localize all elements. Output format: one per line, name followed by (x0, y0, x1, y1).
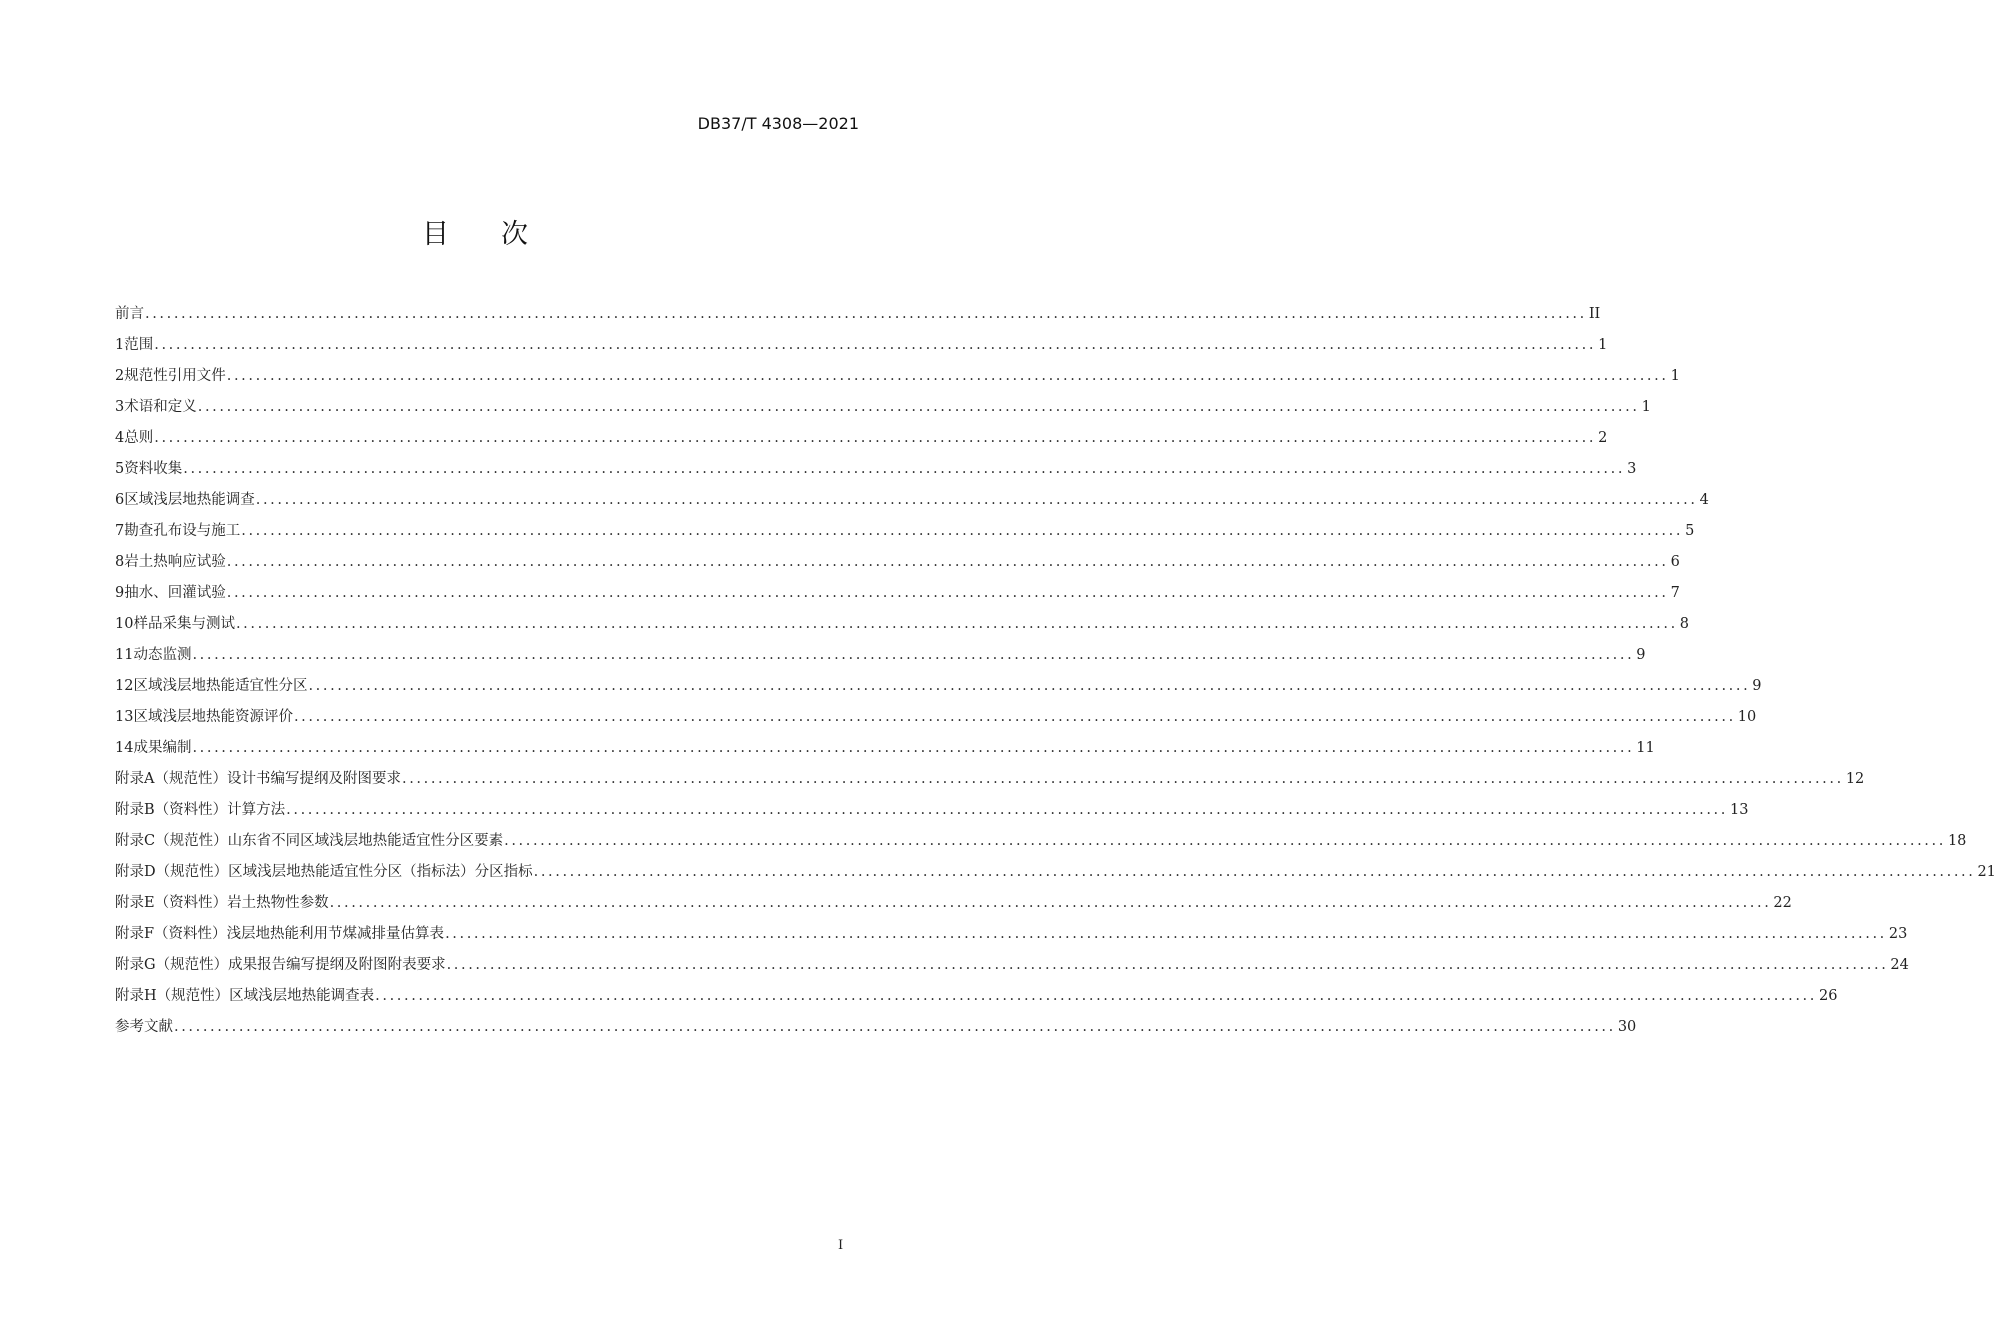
toc-entry[interactable] (115, 1015, 1637, 1046)
toc-entry-page: 7 (1670, 585, 1680, 601)
toc-entry[interactable] (115, 953, 1909, 984)
toc-entry[interactable] (115, 860, 1996, 891)
toc-entry-page: 8 (1679, 616, 1690, 632)
dot-leader: ........................................................................................................................................................................................................ (533, 864, 1976, 880)
toc-appendix-label: 附录B（资料性） (115, 802, 228, 818)
toc-appendix-label: 附录C（规范性） (115, 833, 228, 849)
dot-leader: ........................................................................................................................................................................................................ (192, 740, 1635, 756)
toc-entry-title: 样品采集与测试 (133, 616, 235, 632)
toc-entry[interactable] (115, 922, 1908, 953)
toc-appendix-label: 附录F（资料性） (115, 926, 227, 942)
toc-entry[interactable] (115, 891, 1792, 922)
dot-leader: ........................................................................................................................................................................................................ (183, 461, 1626, 477)
toc-entry-title: 资料收集 (124, 461, 183, 477)
toc-entry[interactable] (115, 426, 1608, 457)
toc-entry-number: 14 (115, 740, 134, 756)
toc-entry-title: 动态监测 (133, 647, 192, 663)
toc-entry-title: 成果编制 (133, 740, 192, 756)
title-char: 目 (422, 219, 449, 250)
toc-entry-number: 10 (115, 616, 134, 632)
toc-entry[interactable] (115, 488, 1709, 519)
dot-leader: ........................................................................................................................................................................................................ (145, 306, 1587, 322)
toc-entry[interactable] (115, 333, 1608, 364)
toc-entry-title: 成果报告编写提纲及附图附表要求 (228, 957, 446, 973)
toc-entry-title: 区域浅层地热能资源评价 (133, 709, 293, 725)
toc-entry-page: 22 (1773, 895, 1792, 911)
page-number: I (838, 1238, 844, 1253)
toc-entry-page: 3 (1627, 461, 1637, 477)
toc-entry-page: 4 (1699, 492, 1709, 508)
toc-entry[interactable] (115, 829, 1967, 860)
toc-entry-number: 12 (115, 678, 134, 694)
toc-entry-page: 1 (1641, 399, 1651, 415)
toc-entry-title: 总则 (124, 430, 154, 446)
dot-leader: ........................................................................................................................................................................................................ (154, 430, 1597, 446)
dot-leader: ........................................................................................................................................................................................................ (154, 337, 1597, 353)
toc-entry-number: 2 (115, 368, 125, 384)
toc-entry-number: 9 (115, 585, 125, 601)
toc-entry-number: 7 (115, 523, 125, 539)
toc-entry-page: 23 (1888, 926, 1908, 942)
dot-leader: ........................................................................................................................................................................................................ (293, 709, 1736, 725)
toc-entry[interactable] (115, 364, 1680, 395)
dot-leader: ........................................................................................................................................................................................................ (197, 399, 1640, 415)
dot-leader: ........................................................................................................................................................................................................ (174, 1019, 1616, 1035)
toc-entry-title: 岩土热物性参数 (227, 895, 329, 911)
dot-leader: ........................................................................................................................................................................................................ (241, 523, 1684, 539)
toc-entry-title: 术语和定义 (124, 399, 197, 415)
toc-entry-page: 1 (1598, 337, 1608, 353)
toc-appendix-label: 附录H（规范性） (115, 988, 230, 1004)
toc-appendix-label: 附录A（规范性） (115, 771, 227, 787)
toc-entry-page: 6 (1670, 554, 1680, 570)
dot-leader: ........................................................................................................................................................................................................ (329, 895, 1772, 911)
toc-entry[interactable] (115, 457, 1637, 488)
toc-appendix-label: 附录E（资料性） (115, 895, 228, 911)
toc-appendix-label: 附录D（规范性） (115, 864, 229, 880)
toc-entry[interactable] (115, 302, 1601, 333)
toc-entry-page: 5 (1685, 523, 1695, 539)
toc-entry-title: 计算方法 (227, 802, 286, 818)
toc-entry[interactable] (115, 581, 1680, 612)
toc-entry-page: 11 (1636, 740, 1655, 756)
toc-entry-number: 11 (115, 647, 134, 663)
toc-entry-title: 山东省不同区域浅层地热能适宜性分区要素 (227, 833, 504, 849)
dot-leader: ........................................................................................................................................................................................................ (401, 771, 1844, 787)
table-of-contents (115, 302, 1996, 1046)
toc-entry[interactable] (115, 550, 1680, 581)
toc-entry-page: 1 (1670, 368, 1680, 384)
dot-leader: ........................................................................................................................................................................................................ (446, 957, 1889, 973)
dot-leader: ........................................................................................................................................................................................................ (226, 585, 1669, 601)
toc-entry[interactable] (115, 612, 1690, 643)
dot-leader: ........................................................................................................................................................................................................ (375, 988, 1817, 1004)
toc-entry[interactable] (115, 767, 1865, 798)
toc-entry-title: 区域浅层地热能适宜性分区（指标法）分区指标 (228, 864, 533, 880)
toc-entry-title: 浅层地热能利用节煤减排量估算表 (226, 926, 445, 942)
toc-entry-title: 规范性引用文件 (124, 368, 226, 384)
title-char: 次 (501, 219, 528, 250)
toc-entry-page: 24 (1890, 957, 1909, 973)
toc-entry[interactable] (115, 519, 1695, 550)
dot-leader: ........................................................................................................................................................................................................ (504, 833, 1946, 849)
toc-entry-title: 范围 (124, 337, 154, 353)
toc-entry-page: 18 (1947, 833, 1967, 849)
toc-entry-page: 21 (1977, 864, 1996, 880)
toc-entry-number: 3 (115, 399, 125, 415)
toc-entry-title: 勘查孔布设与施工 (124, 523, 241, 539)
toc-entry[interactable] (115, 705, 1757, 736)
toc-entry[interactable] (115, 643, 1646, 674)
toc-appendix-label: 附录G（规范性） (115, 957, 229, 973)
toc-entry-title: 岩土热响应试验 (124, 554, 226, 570)
toc-entry-number: 1 (115, 337, 125, 353)
dot-leader: ........................................................................................................................................................................................................ (445, 926, 1887, 942)
toc-entry-page: 9 (1636, 647, 1646, 663)
dot-leader: ........................................................................................................................................................................................................ (255, 492, 1698, 508)
toc-entry-page: 12 (1845, 771, 1865, 787)
toc-entry-title: 参考文献 (115, 1019, 173, 1035)
toc-entry[interactable] (115, 674, 1762, 705)
dot-leader: ........................................................................................................................................................................................................ (192, 647, 1635, 663)
toc-entry-page: 13 (1729, 802, 1749, 818)
toc-entry[interactable] (115, 984, 1838, 1015)
toc-entry-page: 30 (1617, 1019, 1637, 1035)
dot-leader: ........................................................................................................................................................................................................ (308, 678, 1751, 694)
dot-leader: ........................................................................................................................................................................................................ (286, 802, 1728, 818)
toc-entry-title: 区域浅层地热能适宜性分区 (133, 678, 308, 694)
toc-entry-page: 9 (1752, 678, 1762, 694)
toc-entry-number: 13 (115, 709, 134, 725)
toc-entry[interactable] (115, 798, 1749, 829)
dot-leader: ........................................................................................................................................................................................................ (226, 368, 1669, 384)
toc-entry-number: 6 (115, 492, 125, 508)
toc-entry-number: 4 (115, 430, 125, 446)
dot-leader: ........................................................................................................................................................................................................ (226, 554, 1669, 570)
document-number: DB37/T 4308—2021 (697, 114, 859, 133)
dot-leader: ........................................................................................................................................................................................................ (235, 616, 1678, 632)
toc-entry-title: 设计书编写提纲及附图要求 (226, 771, 401, 787)
toc-entry-page: 10 (1737, 709, 1757, 725)
toc-entry[interactable] (115, 395, 1651, 426)
toc-entry-page: II (1588, 306, 1601, 322)
toc-entry[interactable] (115, 736, 1655, 767)
toc-entry-number: 5 (115, 461, 125, 477)
toc-entry-title: 区域浅层地热能调查 (124, 492, 255, 508)
toc-entry-title: 前言 (115, 306, 144, 322)
page-title (0, 212, 950, 251)
toc-entry-page: 26 (1818, 988, 1838, 1004)
toc-entry-page: 2 (1598, 430, 1608, 446)
toc-entry-title: 抽水、回灌试验 (124, 585, 226, 601)
toc-entry-number: 8 (115, 554, 125, 570)
toc-entry-title: 区域浅层地热能调查表 (229, 988, 375, 1004)
